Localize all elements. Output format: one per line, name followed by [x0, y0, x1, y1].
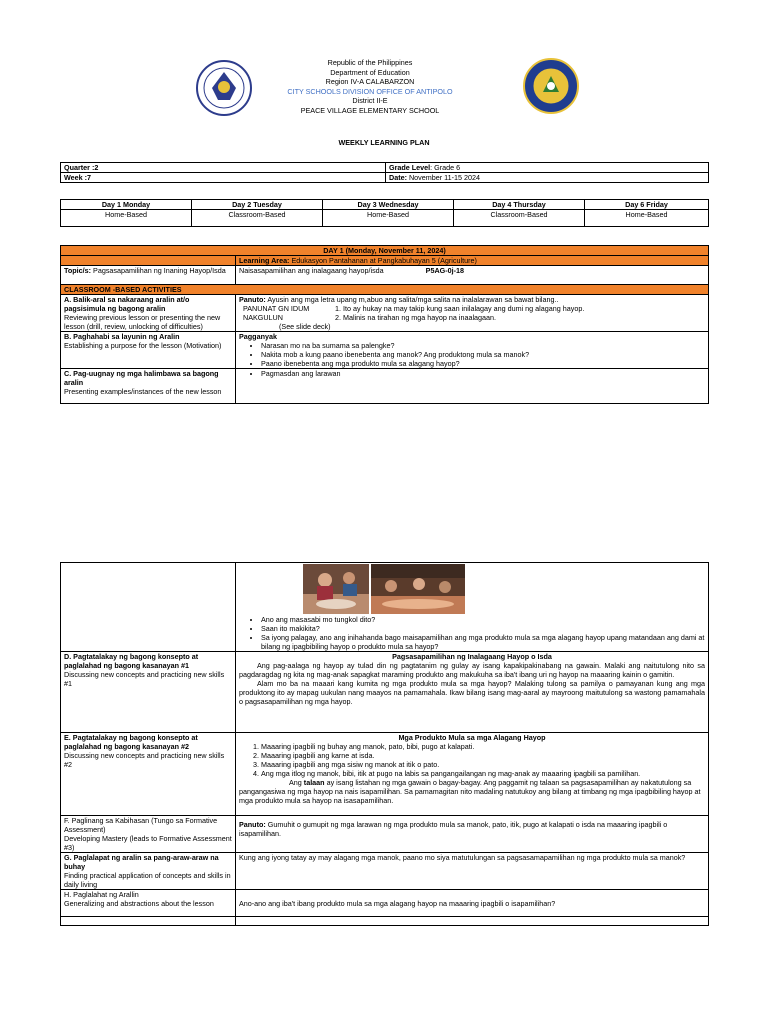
days-table: [60, 199, 709, 227]
list-item: 3. Maaaring ipagbili ang mga sisiw ng manok at itik o pato.: [261, 760, 705, 769]
header-district: District II-E: [352, 96, 388, 105]
list-item: • Saan ito makikita?: [261, 624, 705, 633]
row-h-label: H. Paglalahat ng Arallin Generalizing and abstractions about the lesson: [61, 890, 236, 917]
market-photo-2: [371, 564, 465, 614]
header-republic: Republic of the Philippines: [327, 58, 413, 67]
day-header: Day 4 Thursday: [454, 200, 585, 210]
list-item: 4. Ang mga itlog ng manok, bibi, itik at pugo na labis sa pangangailangan ng mag-anak ay maaaring ipagbili sa pamilihan.: [261, 769, 705, 778]
learning-area: Learning Area: Edukasyon Pantahanan at Pangkabuhayan 5 (Agriculture): [236, 256, 709, 266]
day-mode: Classroom-Based: [454, 210, 585, 227]
list-item: • Narasan mo na ba sumama sa palengke?: [261, 341, 705, 350]
quarter-cell: Quarter :2: [61, 163, 386, 173]
blank-orange-cell: [61, 256, 236, 266]
date-cell: Date: November 11-15 2024: [386, 173, 709, 183]
page2-table: [60, 562, 709, 926]
list-item: • Pagmasdan ang larawan: [261, 369, 705, 378]
info-table: [60, 162, 709, 183]
day-header: Day 6 Friday: [585, 200, 709, 210]
header-school: PEACE VILLAGE ELEMENTARY SCHOOL: [300, 105, 440, 115]
row-a-label: A. Balik-aral sa nakaraang aralin at/o pagsisimula ng bagong aralin Reviewing previous lesson or presenting the new lesson (drill, review, unlocking of difficulties): [61, 295, 236, 332]
list-item: 2. Maaaring ipagbili ang karne at isda.: [261, 751, 705, 760]
list-item: • Nakita mob a kung paano ibenebenta ang manok? Ang produktong mula sa manok?: [261, 350, 705, 359]
day1-title: DAY 1 (Monday, November 11, 2024): [61, 246, 709, 256]
market-photo-1: [303, 564, 369, 614]
day-mode: Home-Based: [585, 210, 709, 227]
list-item: • Sa iyong palagay, ano ang inihahanda bago maisapamilihan ang mga produkto mula sa mga alagang hayop upang matandaan ang dami at bilang ng ipagbibiling hayop o produkto mula sa hayop?: [261, 633, 705, 651]
header-region: Region IV-A CALABARZON: [325, 77, 415, 86]
market-photos: [239, 563, 705, 615]
week-cell: Week :7: [61, 173, 386, 183]
day1-table: [60, 245, 709, 404]
row-g-content: Kung ang iyong tatay ay may alagang mga manok, paano mo siya matutulungan sa pagsasamapamilihan ng mga produkto mula sa manok?: [236, 853, 709, 890]
header-division: CITY SCHOOLS DIVISION OFFICE OF ANTIPOLO: [287, 86, 453, 96]
header-department: Department of Education: [330, 67, 410, 77]
row-a-content: Panuto: Ayusin ang mga letra upang m,abuo ang salita/mga salita na inalalarawan sa bawat bilang.. PANUNAT GN IDUM 1. Ito ay hukay na may takip kung saan inilalagay ang dumi ng alagang hayop. NAKGULUN 2. Malinis na tirahan ng mga hayop na inaalagaan. (See slide deck): [236, 295, 709, 332]
day-mode: Classroom-Based: [192, 210, 323, 227]
row-c-content: [236, 369, 709, 404]
row-g-label: G. Paglalapat ng aralin sa pang-araw-araw na buhay Finding practical application of concepts and skills in daily living: [61, 853, 236, 890]
school-header: [200, 58, 540, 115]
row-h-content: Ano-ano ang iba't ibang produkto mula sa mga alagang hayop na maaaring ipagbili o isapamilihan?: [236, 890, 709, 917]
competency-cell: Naisasapamilihan ang inalagaang hayop/isda P5AG-0j-18: [236, 266, 709, 285]
row-c2-content: [236, 563, 709, 652]
empty-cell: [61, 917, 236, 926]
list-item: • Paano ibenebenta ang mga produkto mula sa alagang hayop?: [261, 359, 705, 368]
empty-cell: [236, 917, 709, 926]
day-header: Day 2 Tuesday: [192, 200, 323, 210]
row-c-label: C. Pag-uugnay ng mga halimbawa sa bagong aralin Presenting examples/instances of the new lesson: [61, 369, 236, 404]
day-mode: Home-Based: [61, 210, 192, 227]
row-f-content: Panuto: Gumuhit o gumupit ng mga larawan ng mga produkto mula sa manok, pato, itik, pugo at kalapati o isda na maaaring ipagbili o isapamilihan.: [236, 816, 709, 853]
row-d-content: Pagsasapamilihan ng Inalagaang Hayop o Isda Ang pag-aalaga ng hayop ay tulad din ng pagtatanim ng gulay ay isang kapakipakinabang na gawain. Malaki ang naitutulong nito sa pagdaragdag ng kita ng mag-anak sapagkat maraming produkto ang makukuha sa iba't ibang uri ng hayop na maaaring kainin o gamitin. Alam mo ba na maaari kang kumita ng mga produkto mula sa mga hayop? Malaking tulong sa pamilya o pamayanan kung ang mga produktong ito ay mapag uukulan nang maayos na pamamahala. Ikaw bilang isang mag-aaral ay mayroong maitutulong sa wastong pamamahala o pagsasapamilihan ng mga hayop.: [236, 652, 709, 733]
row-d-label: D. Pagtatalakay ng bagong konsepto at paglalahad ng bagong kasanayan #1 Discussing new concepts and practicing new skills #1: [61, 652, 236, 733]
row-b-label: B. Paghahabi sa layunin ng Aralin Establishing a purpose for the lesson (Motivation): [61, 332, 236, 369]
plan-title: WEEKLY LEARNING PLAN: [338, 138, 430, 147]
grade-cell: Grade Level: Grade 6: [386, 163, 709, 173]
classroom-heading: CLASSROOM -BASED ACTIVITIES: [61, 285, 709, 295]
list-item: • Ano ang masasabi mo tungkol dito?: [261, 615, 705, 624]
row-f-label: F. Paglinang sa Kabihasan (Tungo sa Formative Assessment) Developing Mastery (leads to Formative Assessment #3): [61, 816, 236, 853]
day-header: Day 1 Monday: [61, 200, 192, 210]
list-item: 1. Maaaring ipagbili ng buhay ang manok, pato, bibi, pugo at kalapati.: [261, 742, 705, 751]
day-header: Day 3 Wednesday: [323, 200, 454, 210]
day-mode: Home-Based: [323, 210, 454, 227]
row-b-content: Pagganyak • Narasan mo na ba sumama sa palengke? • Nakita mob a kung paano ibenebenta ang manok? Ang produktong mula sa manok? • Paano ibenebenta ang mga produkto mula sa alagang hayop?: [236, 332, 709, 369]
topic-cell: Topic/s: Pagsasapamilihan ng Inaning Hayop/Isda: [61, 266, 236, 285]
row-c2-label: [61, 563, 236, 652]
row-e-label: E. Pagtatalakay ng bagong konsepto at paglalahad ng bagong kasanayan #2 Discussing new concepts and practicing new skills #2: [61, 733, 236, 816]
row-e-content: Mga Produkto Mula sa mga Alagang Hayop 1. Maaaring ipagbili ng buhay ang manok, pato, bibi, pugo at kalapati. 2. Maaaring ipagbili ang karne at isda. 3. Maaaring ipagbili ang mga sisiw ng manok at itik o pato. 4. Ang mga itlog ng manok, bibi, itik at pugo na labis sa pangangailangan ng mag-anak ay maaaring ipagbili sa pamilihan. Ang talaan ay isang listahan ng mga gawain o bagay-bagay. Ang paggamit ng talaan sa pagsasapamilihan ay nakatutulong sa pangangasiwa ng mga hayop na nais isapamilihan. Sa pamamagitan nito madaling natutukoy ang bilang at timbang ng mga ipagbibiling hayop at mga produkto mula sa hayop na isasapamilihan.: [236, 733, 709, 816]
